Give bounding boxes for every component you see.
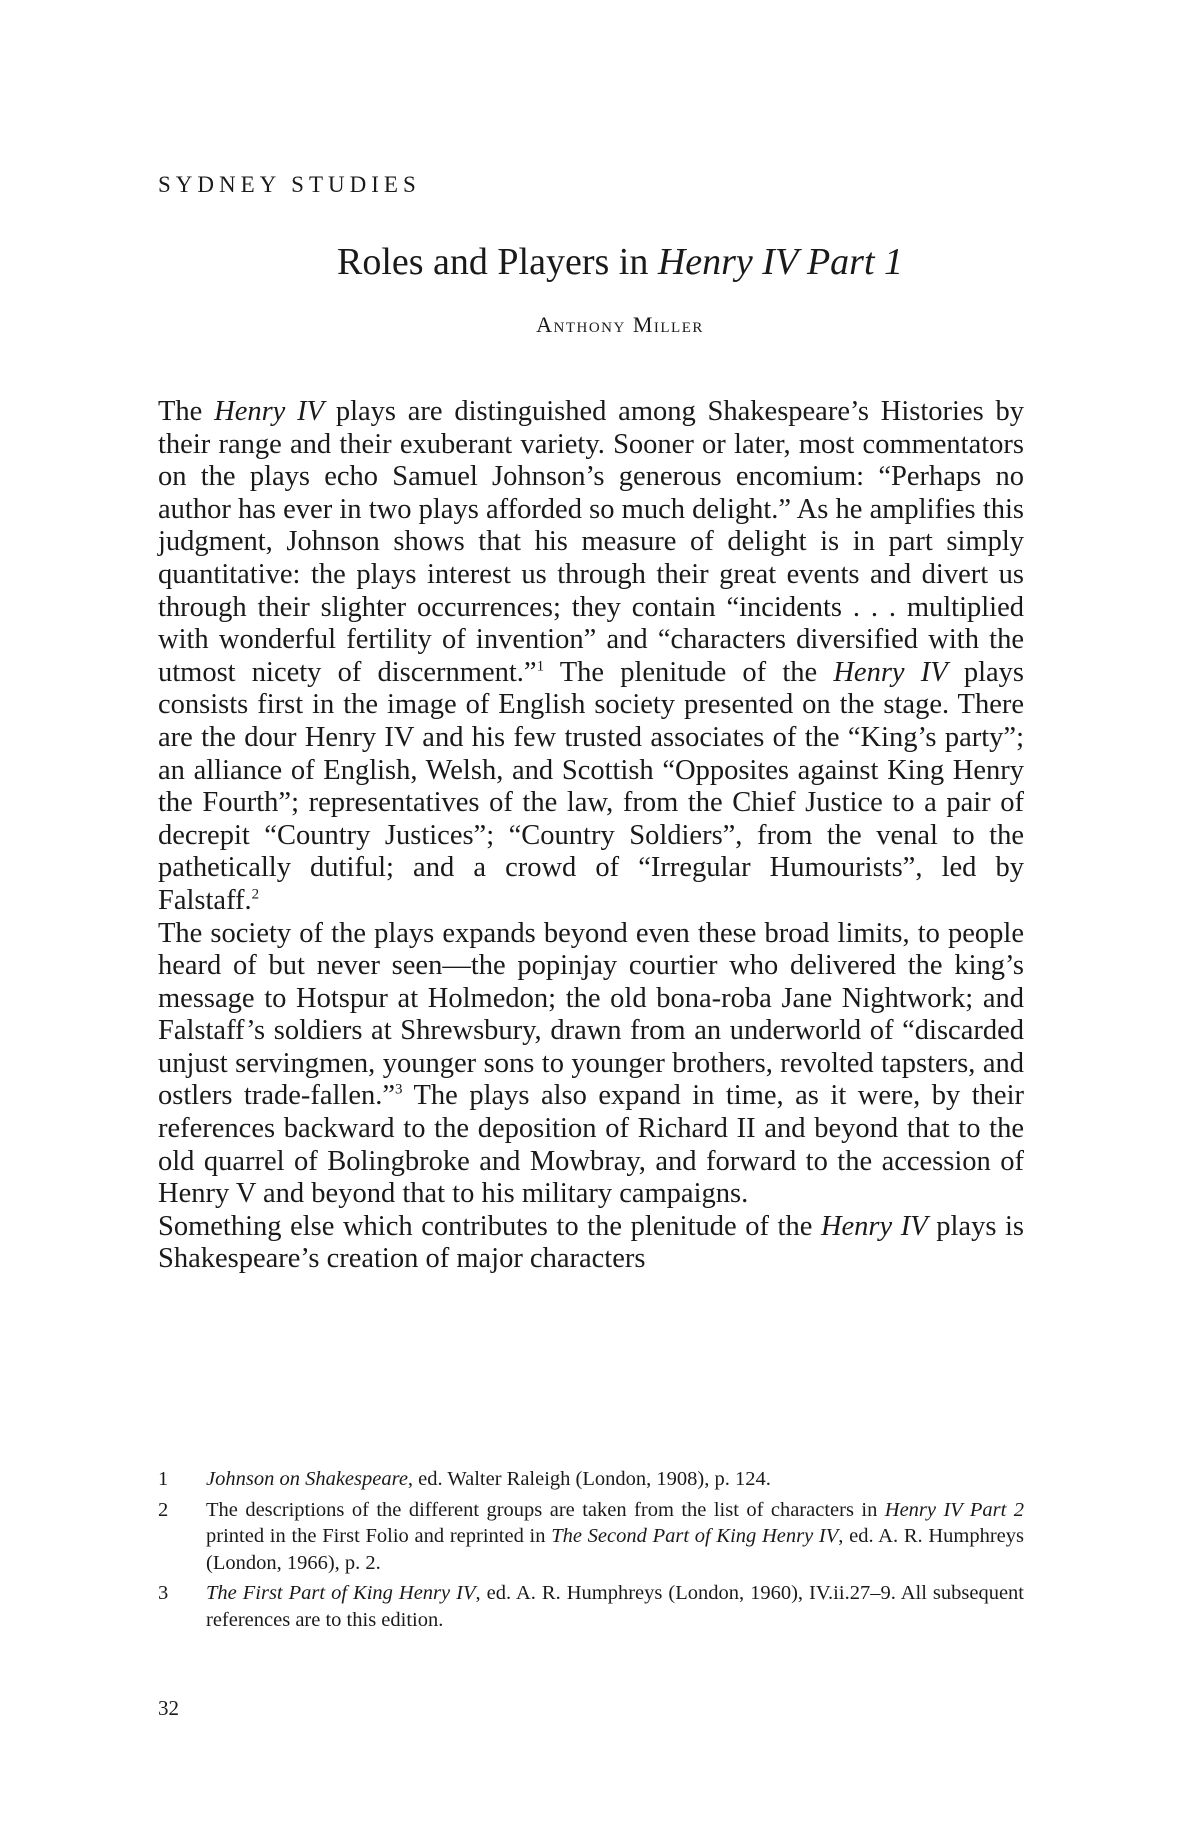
text-span: The plays also expand in time, as it were, by their references backward to the deposition of Richard II and beyond that to the old quarrel of Bolingbroke and Mowbray, and forward to the accession of Henry V and beyond that to his military campaigns. [158, 1080, 1024, 1210]
italic-span: The First Part of King Henry IV [206, 1582, 476, 1604]
text-span: Something else which contributes to the plenitude of the [158, 1210, 821, 1242]
italic-span: Henry IV Part 2 [884, 1498, 1025, 1521]
italic-span: Henry IV [833, 656, 948, 688]
text-span: The plenitude of the [544, 656, 834, 688]
footnote-marker: 2 [251, 886, 260, 903]
footnote-marker: 3 [395, 1081, 403, 1098]
footnote-text [206, 1580, 1024, 1633]
text-span: plays is Shakespeare’s creation of major characters [158, 1210, 1025, 1275]
article-author: Anthony Miller [536, 312, 704, 337]
footnote-text [206, 1466, 1024, 1493]
article-title-italic: Henry IV Part 1 [657, 241, 904, 283]
footnote [158, 1497, 1024, 1577]
italic-span: Johnson on Shakespeare [206, 1468, 408, 1490]
article-title [0, 240, 1200, 284]
footnote-marker: 1 [536, 658, 545, 675]
italic-span: Henry IV [820, 1210, 928, 1242]
text-span: The [158, 396, 215, 427]
text-span: , ed. A. R. Humphreys (London, 1960), IV.ii.27–9. All subsequent references are to this edition. [206, 1582, 1024, 1631]
text-span: plays consists first in the image of English society presented on the stage. There are the dour Henry IV and his few trusted associates of the “King’s party”; an alliance of English, Welsh, and Scottish “Opposites against King Henry the Fourth”; representatives of the law, from the Chief Justice to a pair of decrepit “Country Justices”; “Country Soldiers”, from the venal to the pathetically dutiful; and a crowd of “Irregular Humourists”, led by Falstaff. [158, 656, 1024, 916]
footnote [158, 1466, 1024, 1493]
text-span: The descriptions of the different groups are taken from the list of characters in [206, 1498, 885, 1521]
italic-span: The Second Part of King Henry IV [551, 1525, 839, 1547]
footnote [158, 1580, 1024, 1633]
footnote-number: 1 [158, 1468, 169, 1490]
italic-span: Henry IV [214, 396, 325, 427]
footnote-number: 2 [158, 1498, 169, 1521]
article-body [158, 396, 1024, 1276]
text-span: plays are distinguished among Shakespeare’s Histories by their range and their exuberant variety. Sooner or later, most commentators on the plays echo Samuel Johnson’s generous encomium: “Perhaps no author has ever in two plays afforded so much delight.” As he amplifies this judgment, Johnson shows that his measure of delight is in part simply quantitative: the plays interest us through their great events and divert us through their slighter occurrences; they contain “incidents . . . multiplied with wonderful fertility of invention” and “characters diversified with the utmost nicety of discernment.” [158, 396, 1024, 688]
body-paragraph [158, 1211, 1024, 1276]
text-span: printed in the First Folio and reprinted in [206, 1525, 552, 1547]
article-title-roman: Roles and Players in [336, 241, 658, 283]
text-span: , ed. Walter Raleigh (London, 1908), p. 124. [407, 1468, 771, 1490]
page-number: 32 [158, 1696, 179, 1720]
footnotes [158, 1466, 1024, 1637]
text-span: , ed. A. R. Humphreys (London, 1966), p. 2. [206, 1525, 1024, 1574]
running-head: SYDNEY STUDIES [158, 172, 421, 197]
footnote-text [206, 1497, 1024, 1577]
footnote-number: 3 [158, 1582, 169, 1604]
text-span: The society of the plays expands beyond even these broad limits, to people heard of but never seen—the popinjay courtier who delivered the king’s message to Hotspur at Holmedon; the old bona-roba Jane Nightwork; and Falstaff’s soldiers at Shrewsbury, drawn from an underworld of “discarded unjust servingmen, younger sons to younger brothers, revolted tapsters, and ostlers trade-fallen.” [158, 917, 1024, 1112]
body-paragraph [158, 396, 1024, 918]
body-paragraph [158, 918, 1024, 1211]
